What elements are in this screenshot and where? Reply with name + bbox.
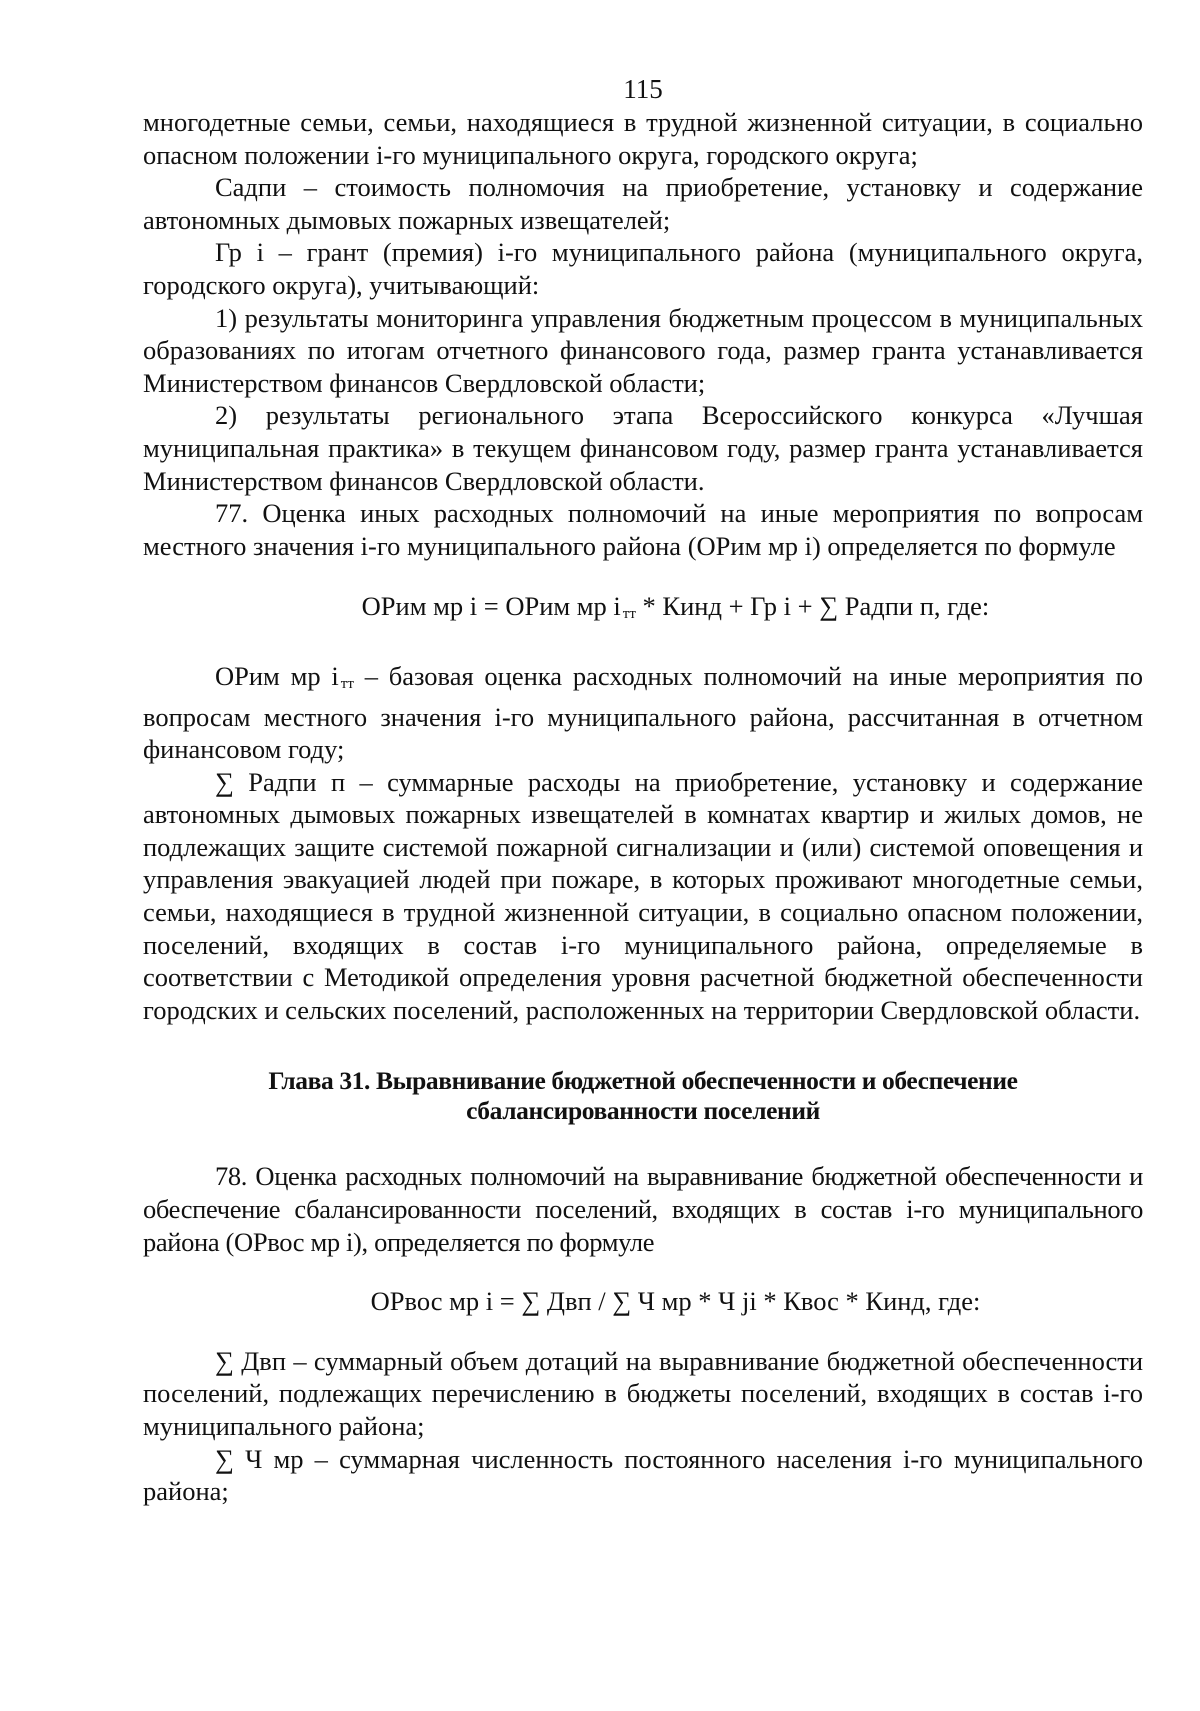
list-item-2: 2) результаты регионального этапа Всероссийского конкурса «Лучшая муниципальная практика» в текущем финансовом году, размер гранта устанавливается Министерством финансов Свердловской области. [143, 400, 1143, 496]
chapter-heading-line2: сбалансированности поселений [466, 1096, 820, 1126]
definition-orim-base-subscript: тт [340, 675, 354, 692]
formula-orim [143, 590, 1143, 631]
definition-orim-base-text: – базовая оценка расходных полномочий на иные мероприятия по вопросам местного значения i-го муниципального района, рассчитанная в отчетном финансовом году; [143, 660, 1143, 765]
paragraph-continuation: многодетные семьи, семьи, находящиеся в трудной жизненной ситуации, в социально опасном положении i-го муниципального округа, городского округа; [143, 107, 1143, 170]
chapter-heading-line1: Глава 31. Выравнивание бюджетной обеспеченности и обеспечение [268, 1066, 1018, 1096]
formula-orvos: ОРвос мр i = ∑ Двп / ∑ Ч мр * Ч ji * Квос * Кинд, где: [370, 1286, 981, 1317]
paragraph-sadpi-definition: Садпи – стоимость полномочия на приобретение, установку и содержание автономных дымовых пожарных извещателей; [143, 172, 1143, 235]
paragraph-grant-definition: Гр i – грант (премия) i-го муниципального района (муниципального округа, городского округа), учитывающий: [143, 237, 1143, 300]
definition-radpi-sum: ∑ Радпи п – суммарные расходы на приобретение, установку и содержание автономных дымовых пожарных извещателей в комнатах квартир и жилых домов, не подлежащих защите системой пожарной сигнализации и (или) системой оповещения и управления эвакуацией людей при пожаре, в которых проживают многодетные семьи, семьи, находящиеся в трудной жизненной ситуации, в социально опасном положении, поселений, входящих в состав i-го муниципального района, определяемые в соответствии с Методикой определения уровня расчетной бюджетной обеспеченности городских и сельских поселений, расположенных на территории Свердловской области. [143, 766, 1143, 1025]
definition-orim-base [143, 660, 1143, 766]
list-item-1: 1) результаты мониторинга управления бюджетным процессом в муниципальных образованиях по итогам отчетного финансового года, размер гранта устанавливается Министерством финансов Свердловской области; [143, 302, 1143, 398]
definition-ch-mr-sum: ∑ Ч мр – суммарная численность постоянного населения i-го муниципального района; [143, 1443, 1143, 1507]
chapter-heading [143, 1066, 1143, 1126]
definition-orim-base-lead: ОРим мр i [215, 660, 339, 691]
paragraph-78: 78. Оценка расходных полномочий на выравнивание бюджетной обеспеченности и обеспечение сбалансированности поселений, входящих в состав i-го муниципального района (ОРвос мр i), определяется по формуле [143, 1161, 1143, 1257]
formula-orim-right: * Кинд + Гр i + ∑ Радпи п, где: [635, 591, 990, 622]
formula-orim-subscript: тт [622, 606, 636, 623]
document-page [143, 74, 1143, 1508]
paragraph-77: 77. Оценка иных расходных полномочий на иные мероприятия по вопросам местного значения i-го муниципального района (ОРим мр i) определяется по формуле [143, 498, 1143, 561]
page-number: 115 [623, 74, 663, 104]
definition-dvp-sum: ∑ Двп – суммарный объем дотаций на выравнивание бюджетной обеспеченности поселений, подлежащих перечислению в бюджеты поселений, входящих в состав i-го муниципального района; [143, 1345, 1143, 1441]
formula-orim-left: ОРим мр i = ОРим мр i [361, 591, 621, 622]
